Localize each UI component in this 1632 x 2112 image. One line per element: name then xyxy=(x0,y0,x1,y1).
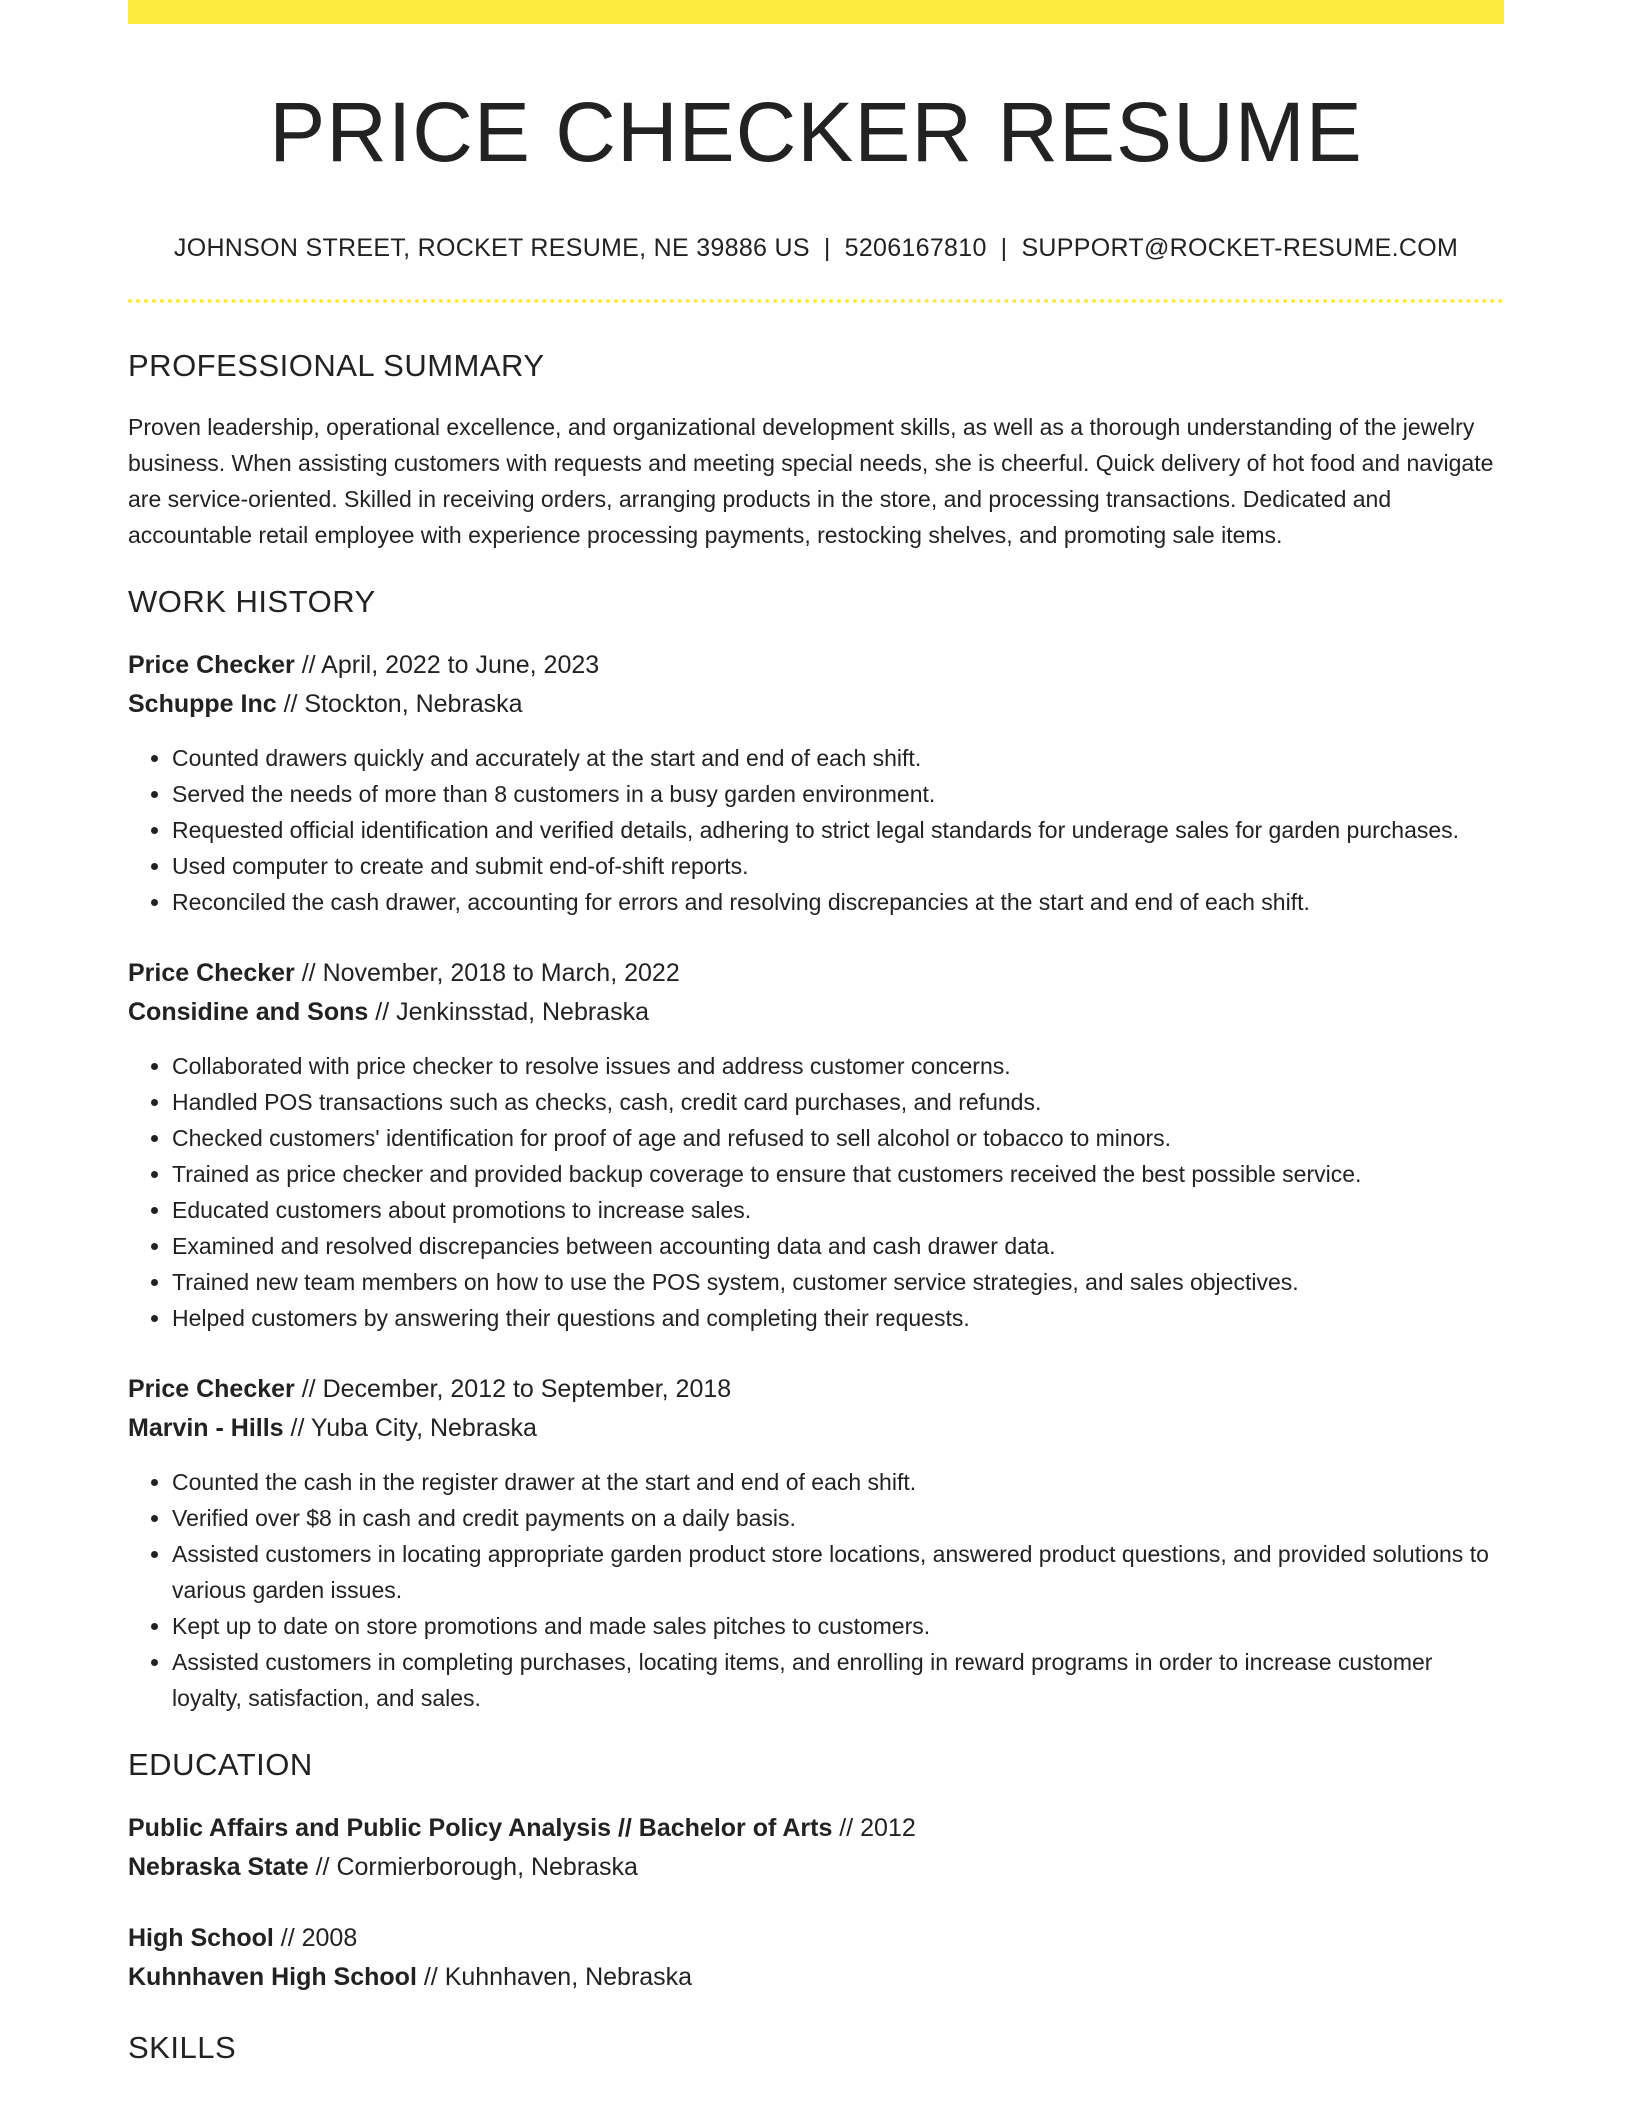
bullet-item: • Verified over $8 in cash and credit payments on a daily basis. xyxy=(172,1500,1504,1536)
education-degree: High School xyxy=(128,1923,274,1952)
section-heading-summary: PROFESSIONAL SUMMARY xyxy=(128,348,545,384)
contact-address: JOHNSON STREET, ROCKET RESUME, NE 39886 US xyxy=(173,234,810,263)
education-degree-line xyxy=(128,1809,1504,1848)
resume-title: PRICE CHECKER RESUME xyxy=(269,85,1363,179)
job-title: Price Checker xyxy=(128,1374,295,1403)
education-school: Nebraska State xyxy=(128,1852,309,1881)
education-year: // 2008 xyxy=(273,1923,358,1952)
bullet-item: • Trained new team members on how to use the POS system, customer service strategies, and sales objectives. xyxy=(172,1264,1504,1300)
bullet-item: • Trained as price checker and provided backup coverage to ensure that customers received the best possible service. xyxy=(172,1156,1504,1192)
section-heading-education: EDUCATION xyxy=(128,1746,313,1782)
section-heading-skills: SKILLS xyxy=(128,2029,237,2065)
job-title: Price Checker xyxy=(128,650,295,679)
education-year: // 2012 xyxy=(832,1813,916,1842)
bullet-item: • Served the needs of more than 8 customers in a busy garden environment. xyxy=(172,776,1504,812)
section-heading-work-history: WORK HISTORY xyxy=(128,583,376,619)
summary-text: Proven leadership, operational excellence, and organizational development skills, as well as a thorough understanding of the jewelry business. When assisting customers with requests and meeting special needs, she is cheerful. Quick delivery of hot food and navigate are service-oriented. Skilled in receiving orders, arranging products in the store, and processing transactions. Dedicated and accountable retail employee with experience processing payments, restocking shelves, and promoting sale items. xyxy=(128,413,1494,548)
bullet-item: • Requested official identification and verified details, adhering to strict legal standards for underage sales for garden purchases. xyxy=(172,812,1504,848)
bullet-item: • Assisted customers in completing purchases, locating items, and enrolling in reward programs in order to increase customer loyalty, satisfaction, and sales. xyxy=(172,1644,1504,1716)
education-degree-line xyxy=(128,1919,1504,1958)
bullet-item: • Counted the cash in the register drawer at the start and end of each shift. xyxy=(172,1464,1504,1500)
bullet-item: • Reconciled the cash drawer, accounting for errors and resolving discrepancies at the start and end of each shift. xyxy=(172,884,1504,920)
education-entry xyxy=(128,1809,1504,1887)
job-entry xyxy=(128,954,1504,1336)
accent-bar xyxy=(128,0,1504,24)
bullet-item: • Handled POS transactions such as checks, cash, credit card purchases, and refunds. xyxy=(172,1084,1504,1120)
education-location: // Kuhnhaven, Nebraska xyxy=(416,1962,693,1991)
bullet-item: • Kept up to date on store promotions and made sales pitches to customers. xyxy=(172,1608,1504,1644)
job-company-line xyxy=(128,1409,1504,1448)
bullet-item: • Assisted customers in locating appropriate garden product store locations, answered product questions, and provided solutions to various garden issues. xyxy=(172,1536,1504,1608)
job-company: Marvin - Hills xyxy=(128,1413,284,1442)
job-bullets xyxy=(128,740,1504,920)
job-title-line xyxy=(128,1370,1504,1409)
contact-phone: 5206167810 xyxy=(844,234,987,263)
resume-page xyxy=(128,0,1504,2066)
job-company-line xyxy=(128,993,1504,1032)
education-school-line xyxy=(128,1848,1504,1887)
job-location: // Stockton, Nebraska xyxy=(276,689,523,718)
job-company: Schuppe Inc xyxy=(128,689,277,718)
bullet-item: • Checked customers' identification for proof of age and refused to sell alcohol or tobacco to minors. xyxy=(172,1120,1504,1156)
education-school: Kuhnhaven High School xyxy=(128,1962,417,1991)
job-location: // Jenkinsstad, Nebraska xyxy=(368,997,649,1026)
dotted-divider xyxy=(128,299,1504,303)
education-degree: Public Affairs and Public Policy Analysis // Bachelor of Arts xyxy=(128,1813,833,1842)
education-entry xyxy=(128,1919,1504,1997)
contact-line xyxy=(128,234,1504,263)
job-dates: // December, 2012 to September, 2018 xyxy=(294,1374,732,1403)
job-dates: // April, 2022 to June, 2023 xyxy=(294,650,600,679)
job-entry xyxy=(128,646,1504,920)
education-location: // Cormierborough, Nebraska xyxy=(308,1852,638,1881)
job-bullets xyxy=(128,1464,1504,1716)
job-title: Price Checker xyxy=(128,958,295,987)
bullet-item: • Collaborated with price checker to resolve issues and address customer concerns. xyxy=(172,1048,1504,1084)
bullet-item: • Educated customers about promotions to increase sales. xyxy=(172,1192,1504,1228)
job-location: // Yuba City, Nebraska xyxy=(283,1413,537,1442)
job-title-line xyxy=(128,954,1504,993)
job-bullets xyxy=(128,1048,1504,1336)
contact-email: SUPPORT@ROCKET-RESUME.COM xyxy=(1021,234,1459,263)
job-dates: // November, 2018 to March, 2022 xyxy=(294,958,680,987)
job-title-line xyxy=(128,646,1504,685)
contact-separator: | xyxy=(823,234,831,263)
education-school-line xyxy=(128,1958,1504,1997)
bullet-item: • Used computer to create and submit end-of-shift reports. xyxy=(172,848,1504,884)
bullet-item: • Counted drawers quickly and accurately at the start and end of each shift. xyxy=(172,740,1504,776)
bullet-item: • Examined and resolved discrepancies between accounting data and cash drawer data. xyxy=(172,1228,1504,1264)
job-company-line xyxy=(128,685,1504,724)
job-entry xyxy=(128,1370,1504,1716)
contact-separator: | xyxy=(1000,234,1008,263)
job-company: Considine and Sons xyxy=(128,997,369,1026)
bullet-item: • Helped customers by answering their questions and completing their requests. xyxy=(172,1300,1504,1336)
